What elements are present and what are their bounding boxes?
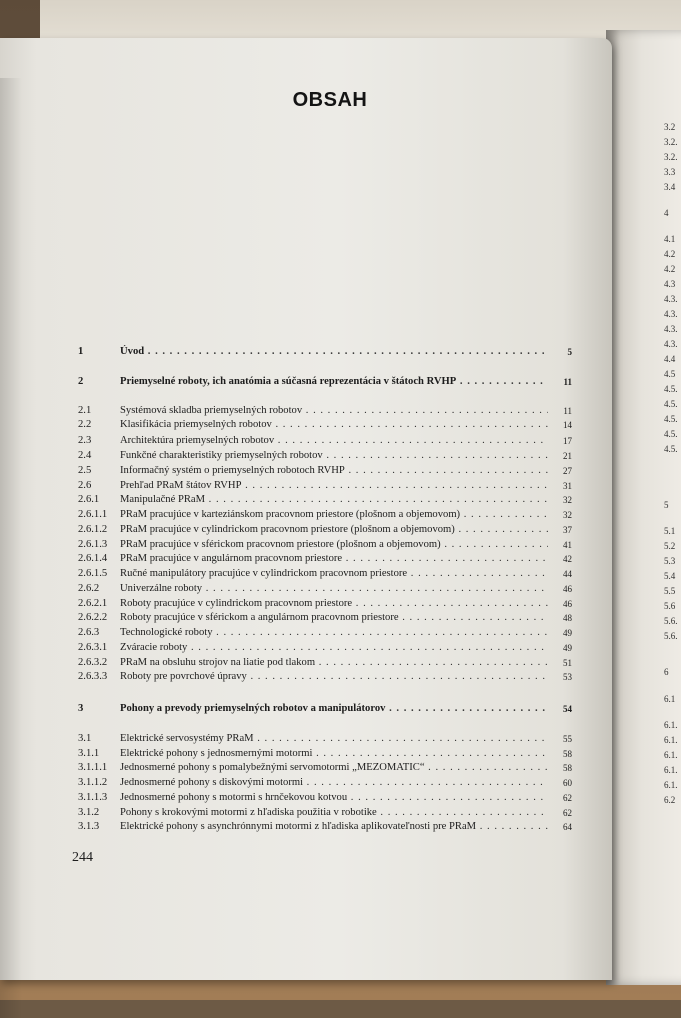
toc-entry-number: 2.6.1.5 bbox=[78, 568, 108, 579]
toc-entry bbox=[78, 418, 572, 432]
toc-entry-number: 3.1.1.2 bbox=[78, 777, 108, 788]
toc-entry-title: Systémová skladba priemyselných robotov . . . bbox=[120, 404, 548, 418]
right-page-toc-number: 4.5. bbox=[664, 384, 678, 394]
right-page-toc-number: 4.3. bbox=[664, 339, 678, 349]
right-page-toc-number: 4.5 bbox=[664, 369, 676, 379]
toc-entry-page: 14 bbox=[563, 420, 572, 430]
toc-entry bbox=[78, 508, 572, 522]
page-number: 244 bbox=[72, 850, 93, 865]
right-page-toc-number: 4.3 bbox=[664, 279, 676, 289]
toc-entry bbox=[78, 791, 572, 805]
toc-entry-number: 2 bbox=[78, 376, 84, 387]
toc-entry-title: Ručné manipulátory pracujúce v cylindrickom pracovnom priestore . . . bbox=[120, 567, 548, 581]
toc-entry-title: PRaM pracujúce v cylindrickom pracovnom priestore (plošnom a objemovom) . . . bbox=[120, 523, 548, 537]
toc-entry bbox=[78, 761, 572, 775]
right-page-toc-number: 4.3. bbox=[664, 294, 678, 304]
toc-entry-page: 60 bbox=[563, 778, 572, 788]
toc-entry-title: Prehľad PRaM štátov RVHP . . . bbox=[120, 479, 548, 493]
toc-entry-number: 1 bbox=[78, 346, 84, 357]
right-page-toc-number: 6.1. bbox=[664, 750, 678, 760]
toc-entry bbox=[78, 404, 572, 418]
toc-entry-title: Jednosmerné pohony s diskovými motormi . . . bbox=[120, 776, 548, 790]
toc-entry-page: 54 bbox=[563, 704, 572, 714]
toc-entry-page: 11 bbox=[563, 406, 572, 416]
toc-entry-page: 58 bbox=[563, 763, 572, 773]
toc-entry-number: 2.6.1.4 bbox=[78, 553, 108, 564]
toc-entry-number: 2.6.2.1 bbox=[78, 598, 108, 609]
toc-entry-page: 42 bbox=[563, 554, 572, 564]
toc-entry-page: 11 bbox=[563, 377, 572, 387]
toc-entry bbox=[78, 626, 572, 640]
toc-entry-title: Jednosmerné pohony s motormi s hrnčekovou kotvou . . . bbox=[120, 791, 548, 805]
toc-entry bbox=[78, 538, 572, 552]
toc-entry-title: Elektrické pohony s asynchrónnymi motormi z hľadiska aplikovateľnosti pre PRaM . . . bbox=[120, 820, 548, 834]
toc-entry-title: PRaM pracujúce v angulárnom pracovnom priestore . . . bbox=[120, 552, 548, 566]
toc-entry-number: 2.2 bbox=[78, 419, 92, 430]
toc-entry-page: 51 bbox=[563, 658, 572, 668]
toc-entry-title: Priemyselné roboty, ich anatómia a súčasná reprezentácia v štátoch RVHP . . . bbox=[120, 375, 548, 389]
right-page-toc-number: 4.3. bbox=[664, 309, 678, 319]
toc-entry bbox=[78, 567, 572, 581]
toc-entry-number: 2.6.3 bbox=[78, 627, 100, 638]
toc-entry bbox=[78, 464, 572, 478]
toc-entry bbox=[78, 611, 572, 625]
toc-entry bbox=[78, 493, 572, 507]
toc-entry-page: 64 bbox=[563, 822, 572, 832]
toc-entry-page: 17 bbox=[563, 436, 572, 446]
toc-entry-title: Roboty pracujúce v sférickom a angulárnom pracovnom priestore . . . bbox=[120, 611, 548, 625]
toc-entry-title: PRaM na obsluhu strojov na liatie pod tlakom . . . bbox=[120, 656, 548, 670]
toc-entry-number: 3.1.2 bbox=[78, 807, 100, 818]
toc-entry bbox=[78, 656, 572, 670]
toc-entry-page: 37 bbox=[563, 525, 572, 535]
right-page-toc-number: 5.6. bbox=[664, 616, 678, 626]
toc-entry-title: Úvod . . . bbox=[120, 345, 548, 359]
toc-entry-number: 3.1 bbox=[78, 733, 92, 744]
toc-entry-number: 2.6.1 bbox=[78, 494, 100, 505]
right-page-toc-number: 5.4 bbox=[664, 571, 676, 581]
toc-entry-page: 41 bbox=[563, 540, 572, 550]
toc-entry-page: 49 bbox=[563, 643, 572, 653]
right-page-toc-number: 4.3. bbox=[664, 324, 678, 334]
toc-entry-number: 2.6 bbox=[78, 480, 92, 491]
right-page-toc-number: 4.4 bbox=[664, 354, 676, 364]
toc-entry bbox=[78, 449, 572, 463]
toc-entry-page: 31 bbox=[563, 481, 572, 491]
right-page-toc-number: 6.1 bbox=[664, 694, 676, 704]
toc-entry-title: Manipulačné PRaM . . . bbox=[120, 493, 548, 507]
toc-entry-title: Informačný systém o priemyselných robotoch RVHP . . . bbox=[120, 464, 548, 478]
toc-entry-number: 2.3 bbox=[78, 435, 92, 446]
toc-entry-title: Klasifikácia priemyselných robotov . . . bbox=[120, 418, 548, 432]
right-page-toc-number: 4.5. bbox=[664, 444, 678, 454]
right-page-toc-number: 5.6 bbox=[664, 601, 676, 611]
right-page-toc-number: 4.2 bbox=[664, 249, 676, 259]
toc-entry-title: Univerzálne roboty . . . bbox=[120, 582, 548, 596]
toc-entry bbox=[78, 345, 572, 359]
toc-entry-page: 62 bbox=[563, 808, 572, 818]
toc-entry-number: 2.6.1.2 bbox=[78, 524, 108, 535]
toc-entry bbox=[78, 523, 572, 537]
toc-entry-page: 62 bbox=[563, 793, 572, 803]
toc-entry-number: 2.5 bbox=[78, 465, 92, 476]
toc-entry-number: 2.6.1.3 bbox=[78, 539, 108, 550]
toc-entry-number: 2.6.2.2 bbox=[78, 612, 108, 623]
toc-entry bbox=[78, 670, 572, 684]
toc-entry-page: 21 bbox=[563, 451, 572, 461]
toc-entry-page: 58 bbox=[563, 749, 572, 759]
right-page-toc-number: 4.2 bbox=[664, 264, 676, 274]
right-page-toc-number: 5.6. bbox=[664, 631, 678, 641]
right-page-toc-number: 4.1 bbox=[664, 234, 676, 244]
right-page-toc-number: 3.2. bbox=[664, 137, 678, 147]
toc-entry-title: Roboty pracujúce v cylindrickom pracovnom priestore . . . bbox=[120, 597, 548, 611]
right-page-toc-number: 4.5. bbox=[664, 399, 678, 409]
toc-entry-number: 3.1.1.3 bbox=[78, 792, 108, 803]
toc-entry-title: Pohony a prevody priemyselných robotov a manipulátorov . . . bbox=[120, 702, 548, 716]
toc-entry bbox=[78, 747, 572, 761]
toc-entry-number: 2.6.3.2 bbox=[78, 657, 108, 668]
table-of-contents bbox=[0, 38, 612, 980]
toc-entry-number: 2.6.3.1 bbox=[78, 642, 108, 653]
toc-entry-title: PRaM pracujúce v karteziánskom pracovnom priestore (plošnom a objemovom) . . . bbox=[120, 508, 548, 522]
toc-entry-title: Pohony s krokovými motormi z hľadiska použitia v robotike . . . bbox=[120, 806, 548, 820]
toc-entry-title: Elektrické servosystémy PRaM . . . bbox=[120, 732, 548, 746]
toc-entry bbox=[78, 702, 572, 716]
toc-entry-number: 3 bbox=[78, 703, 84, 714]
right-page-toc-number: 5.1 bbox=[664, 526, 676, 536]
right-page-toc-number: 6.1. bbox=[664, 735, 678, 745]
right-page bbox=[606, 30, 681, 985]
right-page-toc-number: 6 bbox=[664, 667, 669, 677]
right-page-toc-number: 3.2 bbox=[664, 122, 676, 132]
right-page-toc-number: 4.5. bbox=[664, 414, 678, 424]
right-page-toc-number: 6.1. bbox=[664, 720, 678, 730]
toc-entry-number: 2.6.3.3 bbox=[78, 671, 108, 682]
toc-entry bbox=[78, 641, 572, 655]
toc-entry-title: Jednosmerné pohony s pomalybežnými servomotormi „MEZOMATIC“ . . . bbox=[120, 761, 548, 775]
toc-entry bbox=[78, 434, 572, 448]
toc-entry-page: 46 bbox=[563, 599, 572, 609]
right-page-toc-number: 4 bbox=[664, 208, 669, 218]
toc-entry-number: 3.1.3 bbox=[78, 821, 100, 832]
toc-entry-number: 2.4 bbox=[78, 450, 92, 461]
toc-entry-page: 32 bbox=[563, 495, 572, 505]
toc-entry bbox=[78, 732, 572, 746]
toc-entry-page: 48 bbox=[563, 613, 572, 623]
right-page-toc-number: 6.1. bbox=[664, 780, 678, 790]
right-page-toc-number: 3.4 bbox=[664, 182, 676, 192]
toc-entry-number: 2.6.2 bbox=[78, 583, 100, 594]
toc-entry-number: 3.1.1.1 bbox=[78, 762, 108, 773]
toc-entry bbox=[78, 820, 572, 834]
toc-entry-title: Roboty pre povrchové úpravy . . . bbox=[120, 670, 548, 684]
right-page-toc-number: 4.5. bbox=[664, 429, 678, 439]
toc-entry bbox=[78, 479, 572, 493]
toc-entry-title: Elektrické pohony s jednosmernými motormi . . . bbox=[120, 747, 548, 761]
toc-entry-title: Funkčné charakteristiky priemyselných robotov . . . bbox=[120, 449, 548, 463]
right-page-toc-number: 3.3 bbox=[664, 167, 676, 177]
toc-entry-number: 3.1.1 bbox=[78, 748, 100, 759]
toc-entry-title: Zváracie roboty . . . bbox=[120, 641, 548, 655]
toc-entry-title: PRaM pracujúce v sférickom pracovnom priestore (plošnom a objemovom) . . . bbox=[120, 538, 548, 552]
left-page bbox=[0, 38, 612, 980]
toc-entry bbox=[78, 806, 572, 820]
toc-entry-page: 27 bbox=[563, 466, 572, 476]
toc-entry-page: 44 bbox=[563, 569, 572, 579]
right-page-toc-number: 3.2. bbox=[664, 152, 678, 162]
toc-entry bbox=[78, 597, 572, 611]
right-page-toc-number: 5.3 bbox=[664, 556, 676, 566]
toc-entry-number: 2.6.1.1 bbox=[78, 509, 108, 520]
right-page-toc-number: 6.1. bbox=[664, 765, 678, 775]
toc-entry bbox=[78, 582, 572, 596]
toc-entry bbox=[78, 776, 572, 790]
page-title: OBSAH bbox=[292, 89, 368, 111]
right-page-toc-number: 5 bbox=[664, 500, 669, 510]
toc-entry bbox=[78, 375, 572, 389]
toc-entry-page: 5 bbox=[567, 347, 572, 357]
right-page-toc-number: 6.2 bbox=[664, 795, 676, 805]
toc-entry-page: 46 bbox=[563, 584, 572, 594]
toc-entry-number: 2.1 bbox=[78, 405, 92, 416]
toc-entry-page: 49 bbox=[563, 628, 572, 638]
right-page-toc-number: 5.5 bbox=[664, 586, 676, 596]
toc-entry-page: 55 bbox=[563, 734, 572, 744]
toc-entry-page: 32 bbox=[563, 510, 572, 520]
toc-entry-title: Technologické roboty . . . bbox=[120, 626, 548, 640]
right-page-toc-number: 5.2 bbox=[664, 541, 676, 551]
toc-entry-title: Architektúra priemyselných robotov . . . bbox=[120, 434, 548, 448]
toc-entry-page: 53 bbox=[563, 672, 572, 682]
toc-entry bbox=[78, 552, 572, 566]
